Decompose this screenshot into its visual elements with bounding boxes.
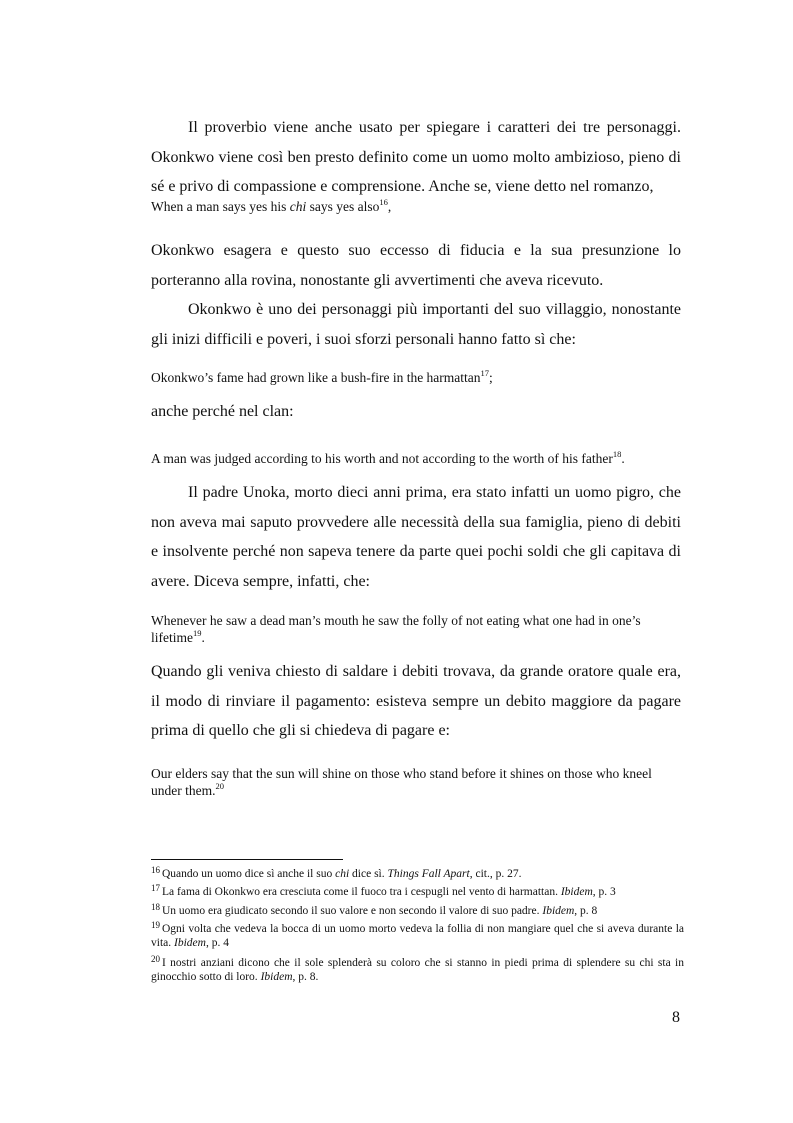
footnote-ref[interactable]: 18 [612,449,622,459]
quote-text: When a man says yes his [151,199,290,214]
footnote-20 [151,956,684,984]
quote-punct: . [621,451,625,466]
footnote-text: La fama di Okonkwo era cresciuta come il fuoco tra i cespugli nel vento di harmattan. [162,886,561,898]
footnote-19 [151,922,684,950]
quote-text: Our elders say that the sun will shine on those who stand before it shines on those who kneel under them. [151,766,652,798]
paragraph-exaggeration: Okonkwo esagera e questo suo eccesso di fiducia e la sua presunzione lo porteranno alla rovina, nonostante gli avvertimenti che aveva ricevuto. [151,242,681,289]
page-number: 8 [672,1009,680,1026]
quote-text: says yes also [306,199,380,214]
quote-punct: . [201,630,205,645]
footnote-ref[interactable]: 17 [480,368,490,378]
footnote-number: 17 [151,883,160,893]
footnote-ibidem: Ibidem [560,886,593,898]
footnote-text: Ogni volta che vedeva la bocca di un uomo morto vedeva la follia di non mangiare quel che si aveva durante la vita. [151,923,684,949]
footnote-ibidem: Ibidem [174,937,206,949]
quote-italic-chi: chi [289,199,307,214]
footnote-page: , p. 3 [592,886,616,898]
footnote-text: dice sì. [349,868,388,880]
footnote-number: 20 [151,954,160,964]
paragraph-proverb: Il proverbio viene anche usato per spiegare i caratteri dei tre personaggi. Okonkwo viene così ben presto definito come un uomo molto ambizioso, pieno di sé e privo di compassione e comprensione. Anche se, viene detto nel romanzo, [151,119,681,195]
footnote-text: I nostri anziani dicono che il sole splenderà su coloro che si stanno in piedi prima di splendere su chi sta in ginocchio sotto di loro. [151,957,684,983]
footnote-page: , p. 4 [205,937,229,949]
quote-judged [151,450,681,467]
footnote-number: 18 [151,902,160,912]
footnote-ref[interactable]: 16 [379,197,388,207]
footnote-ibidem: Ibidem [260,971,293,983]
footnote-page: , p. 8 [574,905,598,917]
footnote-source-title: Things Fall Apart [387,868,470,880]
quote-punct: , [387,199,392,214]
footnote-number: 19 [151,920,160,930]
quote-text: Whenever he saw a dead man’s mouth he saw the folly of not eating what one had in one’s lifetime [151,613,641,645]
paragraph-important-character: Okonkwo è uno dei personaggi più importanti del suo villaggio, nonostante gli inizi difficili e poveri, i suoi sforzi personali hanno fatto sì che: [151,301,681,348]
quote-punct: ; [489,370,493,385]
footnote-ref[interactable]: 19 [192,628,202,638]
paragraph-debts: Quando gli veniva chiesto di saldare i debiti trovava, da grande oratore quale era, il modo di rinviare il pagamento: esisteva sempre un debito maggiore da pagare prima di quello che gli si chiedeva di pagare e: [151,663,681,739]
quote-fame [151,369,681,386]
footnote-number: 16 [151,865,160,875]
footnote-ibidem: Ibidem [542,905,575,917]
quote-elders [151,765,681,799]
footnote-17 [151,885,684,899]
footnote-18 [151,904,684,918]
footnote-page: , p. 8. [292,971,319,983]
quote-text: Okonkwo’s fame had grown like a bush-fire in the harmattan [151,370,481,385]
footnote-italic: chi [335,868,350,880]
footnote-text: Quando un uomo dice sì anche il suo [162,868,336,880]
footnote-text: Un uomo era giudicato secondo il suo valore e non secondo il valore di suo padre. [162,905,543,917]
footnote-separator [151,859,343,860]
footnote-16 [151,867,684,881]
paragraph-unoka: Il padre Unoka, morto dieci anni prima, era stato infatti un uomo pigro, che non aveva mai saputo provvedere alle necessità della sua famiglia, pieno di debiti e insolvente perché non sapeva tenere da parte quei pochi soldi che gli capitava di avere. Diceva sempre, infatti, che: [151,484,681,590]
paragraph-clan: anche perché nel clan: [151,403,294,420]
footnote-ref[interactable]: 20 [215,781,224,791]
quote-text: A man was judged according to his worth and not according to the worth of his father [151,451,613,466]
quote-dead-man [151,612,681,646]
quote-chi [151,198,681,215]
footnote-citation: , cit., p. 27. [469,868,522,880]
